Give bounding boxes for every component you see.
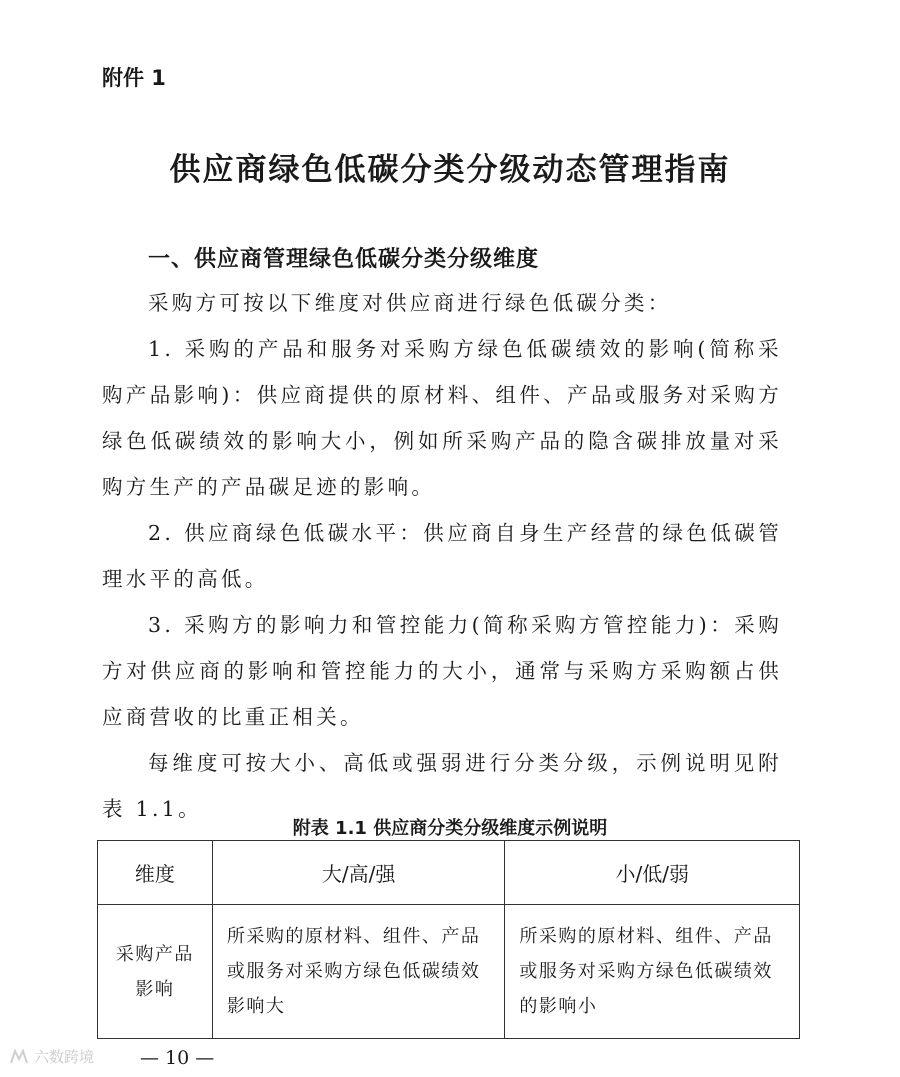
table-caption: 附表 1.1 供应商分类分级维度示例说明: [292, 818, 608, 839]
item-paragraph-1: 1. 采购的产品和服务对采购方绿色低碳绩效的影响(简称采购产品影响)：供应商提供的原材料、组件、产品或服务对采购方绿色低碳绩效的影响大小，例如所采购产品的隐含碳排放量对采购方生产的产品碳足迹的影响。: [102, 337, 782, 499]
table-cell-high: 所采购的原材料、组件、产品或服务对采购方绿色低碳绩效影响大: [212, 905, 505, 1039]
intro-paragraph: 采购方可按以下维度对供应商进行绿色低碳分类：: [148, 291, 672, 315]
table-header-low: 小/低/弱: [505, 841, 800, 905]
table-row: [98, 905, 800, 1039]
table-header-high: 大/高/强: [212, 841, 505, 905]
attachment-label: 附件 1: [102, 66, 166, 90]
table-header-dimension: 维度: [98, 841, 213, 905]
table-header-row: [98, 841, 800, 905]
page-number: — 10 —: [140, 1047, 215, 1069]
watermark-logo-icon: [8, 1048, 30, 1066]
item-paragraph-3: 3. 采购方的影响力和管控能力(简称采购方管控能力)：采购方对供应商的影响和管控能力的大小，通常与采购方采购额占供应商营收的比重正相关。: [102, 613, 782, 729]
section-body: [102, 280, 782, 832]
watermark-text: 六数跨境: [34, 1048, 95, 1066]
section-heading: 一、供应商管理绿色低碳分类分级维度: [148, 247, 540, 272]
dimension-table: [97, 840, 800, 1039]
table-cell-dimension: 采购产品影响: [98, 905, 213, 1039]
item-paragraph-4: 每维度可按大小、高低或强弱进行分类分级，示例说明见附表 1.1。: [102, 751, 782, 821]
item-paragraph-2: 2. 供应商绿色低碳水平：供应商自身生产经营的绿色低碳管理水平的高低。: [102, 521, 782, 591]
watermark: [8, 1046, 94, 1067]
document-title: 供应商绿色低碳分类分级动态管理指南: [169, 152, 731, 188]
table-cell-low: 所采购的原材料、组件、产品或服务对采购方绿色低碳绩效的影响小: [505, 905, 800, 1039]
